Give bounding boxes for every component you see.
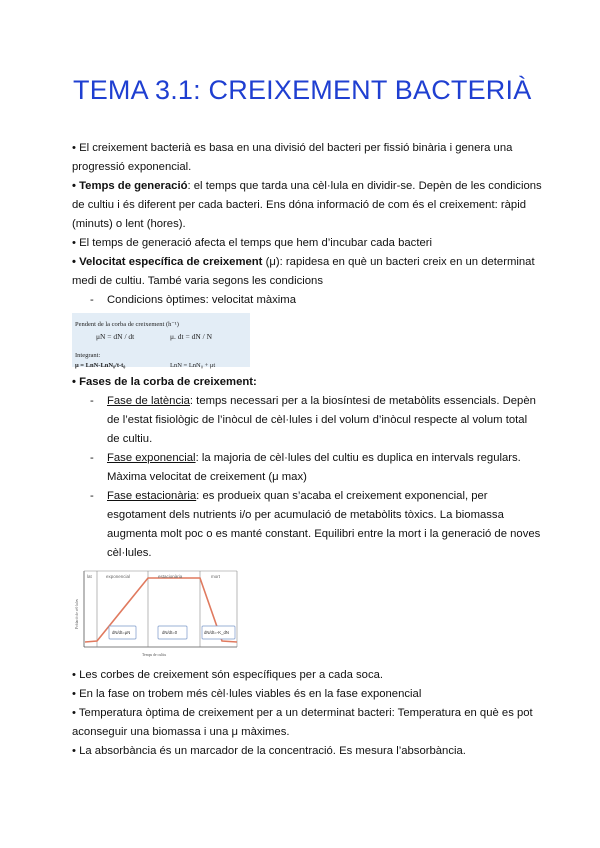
fase-latencia-name: Fase de latència [107, 395, 190, 407]
paragraph-fissio: • El creixement bacterià es basa en una divisió del bacteri per fissió binària i genera una progressió exponencial. [72, 142, 513, 173]
paragraph-temperatura: • Temperatura òptima de creixement per a un determinat bacteri: Temperatura en què es pot aconseguir una biomassa i una μ màximes. [72, 707, 533, 738]
formula-eq3: μ = LnN-LnN₀/t-t₀ [75, 362, 126, 369]
sub-item-condicions [72, 291, 542, 310]
phase-label-lat: lat [87, 574, 92, 579]
sub-item-fase-latencia [72, 392, 542, 449]
paragraph-absorbancia: • La absorbància és un marcador de la concentració. Es mesura l’absorbància. [72, 745, 466, 757]
fase-latencia-text: : temps necessari per a la biosíntesi de metabòlits essencials. Depèn de l’estat fisiològic de l’inòcul de cèl·lules i del volum d’inòcul respecte al volum total de cultiu. [107, 395, 536, 445]
document-body [72, 139, 542, 761]
heading-fases: • Fases de la corba de creixement: [72, 376, 257, 388]
paragraph-soca: • Les corbes de creixement són específiques per a cada soca. [72, 669, 384, 681]
formula-eq1: μN = dN / dt [96, 332, 135, 341]
page-title: TEMA 3.1: CREIXEMENT BACTERIÀ [73, 75, 532, 105]
phase-label-exponencial: exponencial [106, 574, 131, 579]
chart-background [72, 567, 250, 660]
formula-eq2: μ. dt = dN / N [170, 332, 213, 341]
formula-image [72, 313, 250, 367]
fase-estacionaria-text: : es produeix quan s’acaba el creixement exponencial, per esgotament dels nutrients i/o per acumulació de metabòlits tòxics. La biomassa augmenta molt poc o es manté constant. Equilibri entre la mort i la generació de noves cèl·lules. [107, 490, 541, 559]
paragraph-viables: • En la fase on trobem més cèl·lules viables és en la fase exponencial [72, 688, 422, 700]
formula-header: Pendent de la corba de creixement (h⁻¹) [75, 321, 179, 328]
fase-exponencial-text: : la majoria de cèl·lules del cultiu es duplica en intervals regulars. Màxima velocitat de creixement (μ max) [107, 452, 521, 483]
formula-integral-label: Integrant: [75, 352, 101, 359]
growth-curve-chart [72, 567, 250, 660]
dash-marker: - [90, 452, 94, 464]
eq-box-estacionaria-text: dN/dt=0 [162, 630, 178, 635]
fase-estacionaria-name: Fase estacionària [107, 490, 197, 502]
paragraph-incubar: • El temps de generació afecta el temps que hem d’incubar cada bacteri [72, 237, 433, 249]
eq-box-mort-text: dN/dt=-K_dN [204, 630, 229, 635]
paragraph-temps-generacio [72, 177, 542, 234]
definition-temps-generacio: : el temps que tarda una cèl·lula en dividir-se. Depèn de les condicions de cultiu i és diferent per cada bacteri. Ens dóna informació de com és el creixement: ràpid (minuts) o lent (hores). [72, 180, 542, 230]
phase-label-mort: mort [211, 574, 220, 579]
phase-label-estacionaria: estacionària [158, 574, 183, 579]
eq-box-exponencial-text: dN/dt=μN [112, 630, 131, 635]
term-velocitat: • Velocitat específica de creixement [72, 256, 263, 268]
definition-velocitat: (μ): rapidesa en què un bacteri creix en un determinat medi de cultiu. També varia segons les condicions [72, 256, 535, 287]
dash-marker: - [90, 395, 94, 407]
growth-curve-svg [72, 567, 250, 660]
paragraph-velocitat [72, 253, 542, 291]
sub-item-fase-estacionaria [72, 487, 542, 563]
chart-x-label: Temps de cultiu [142, 653, 167, 657]
formula-eq4: LnN = LnN₀ + μt [170, 362, 216, 369]
term-temps-generacio: • Temps de generació [72, 180, 188, 192]
fase-exponencial-name: Fase exponencial [107, 452, 196, 464]
chart-y-label: Població de cèl·lules [75, 599, 79, 629]
dash-marker: - [90, 294, 94, 306]
sub-item-fase-exponencial [72, 449, 542, 487]
sub-item-condicions-text: Condicions òptimes: velocitat màxima [107, 294, 296, 306]
dash-marker: - [90, 490, 94, 502]
